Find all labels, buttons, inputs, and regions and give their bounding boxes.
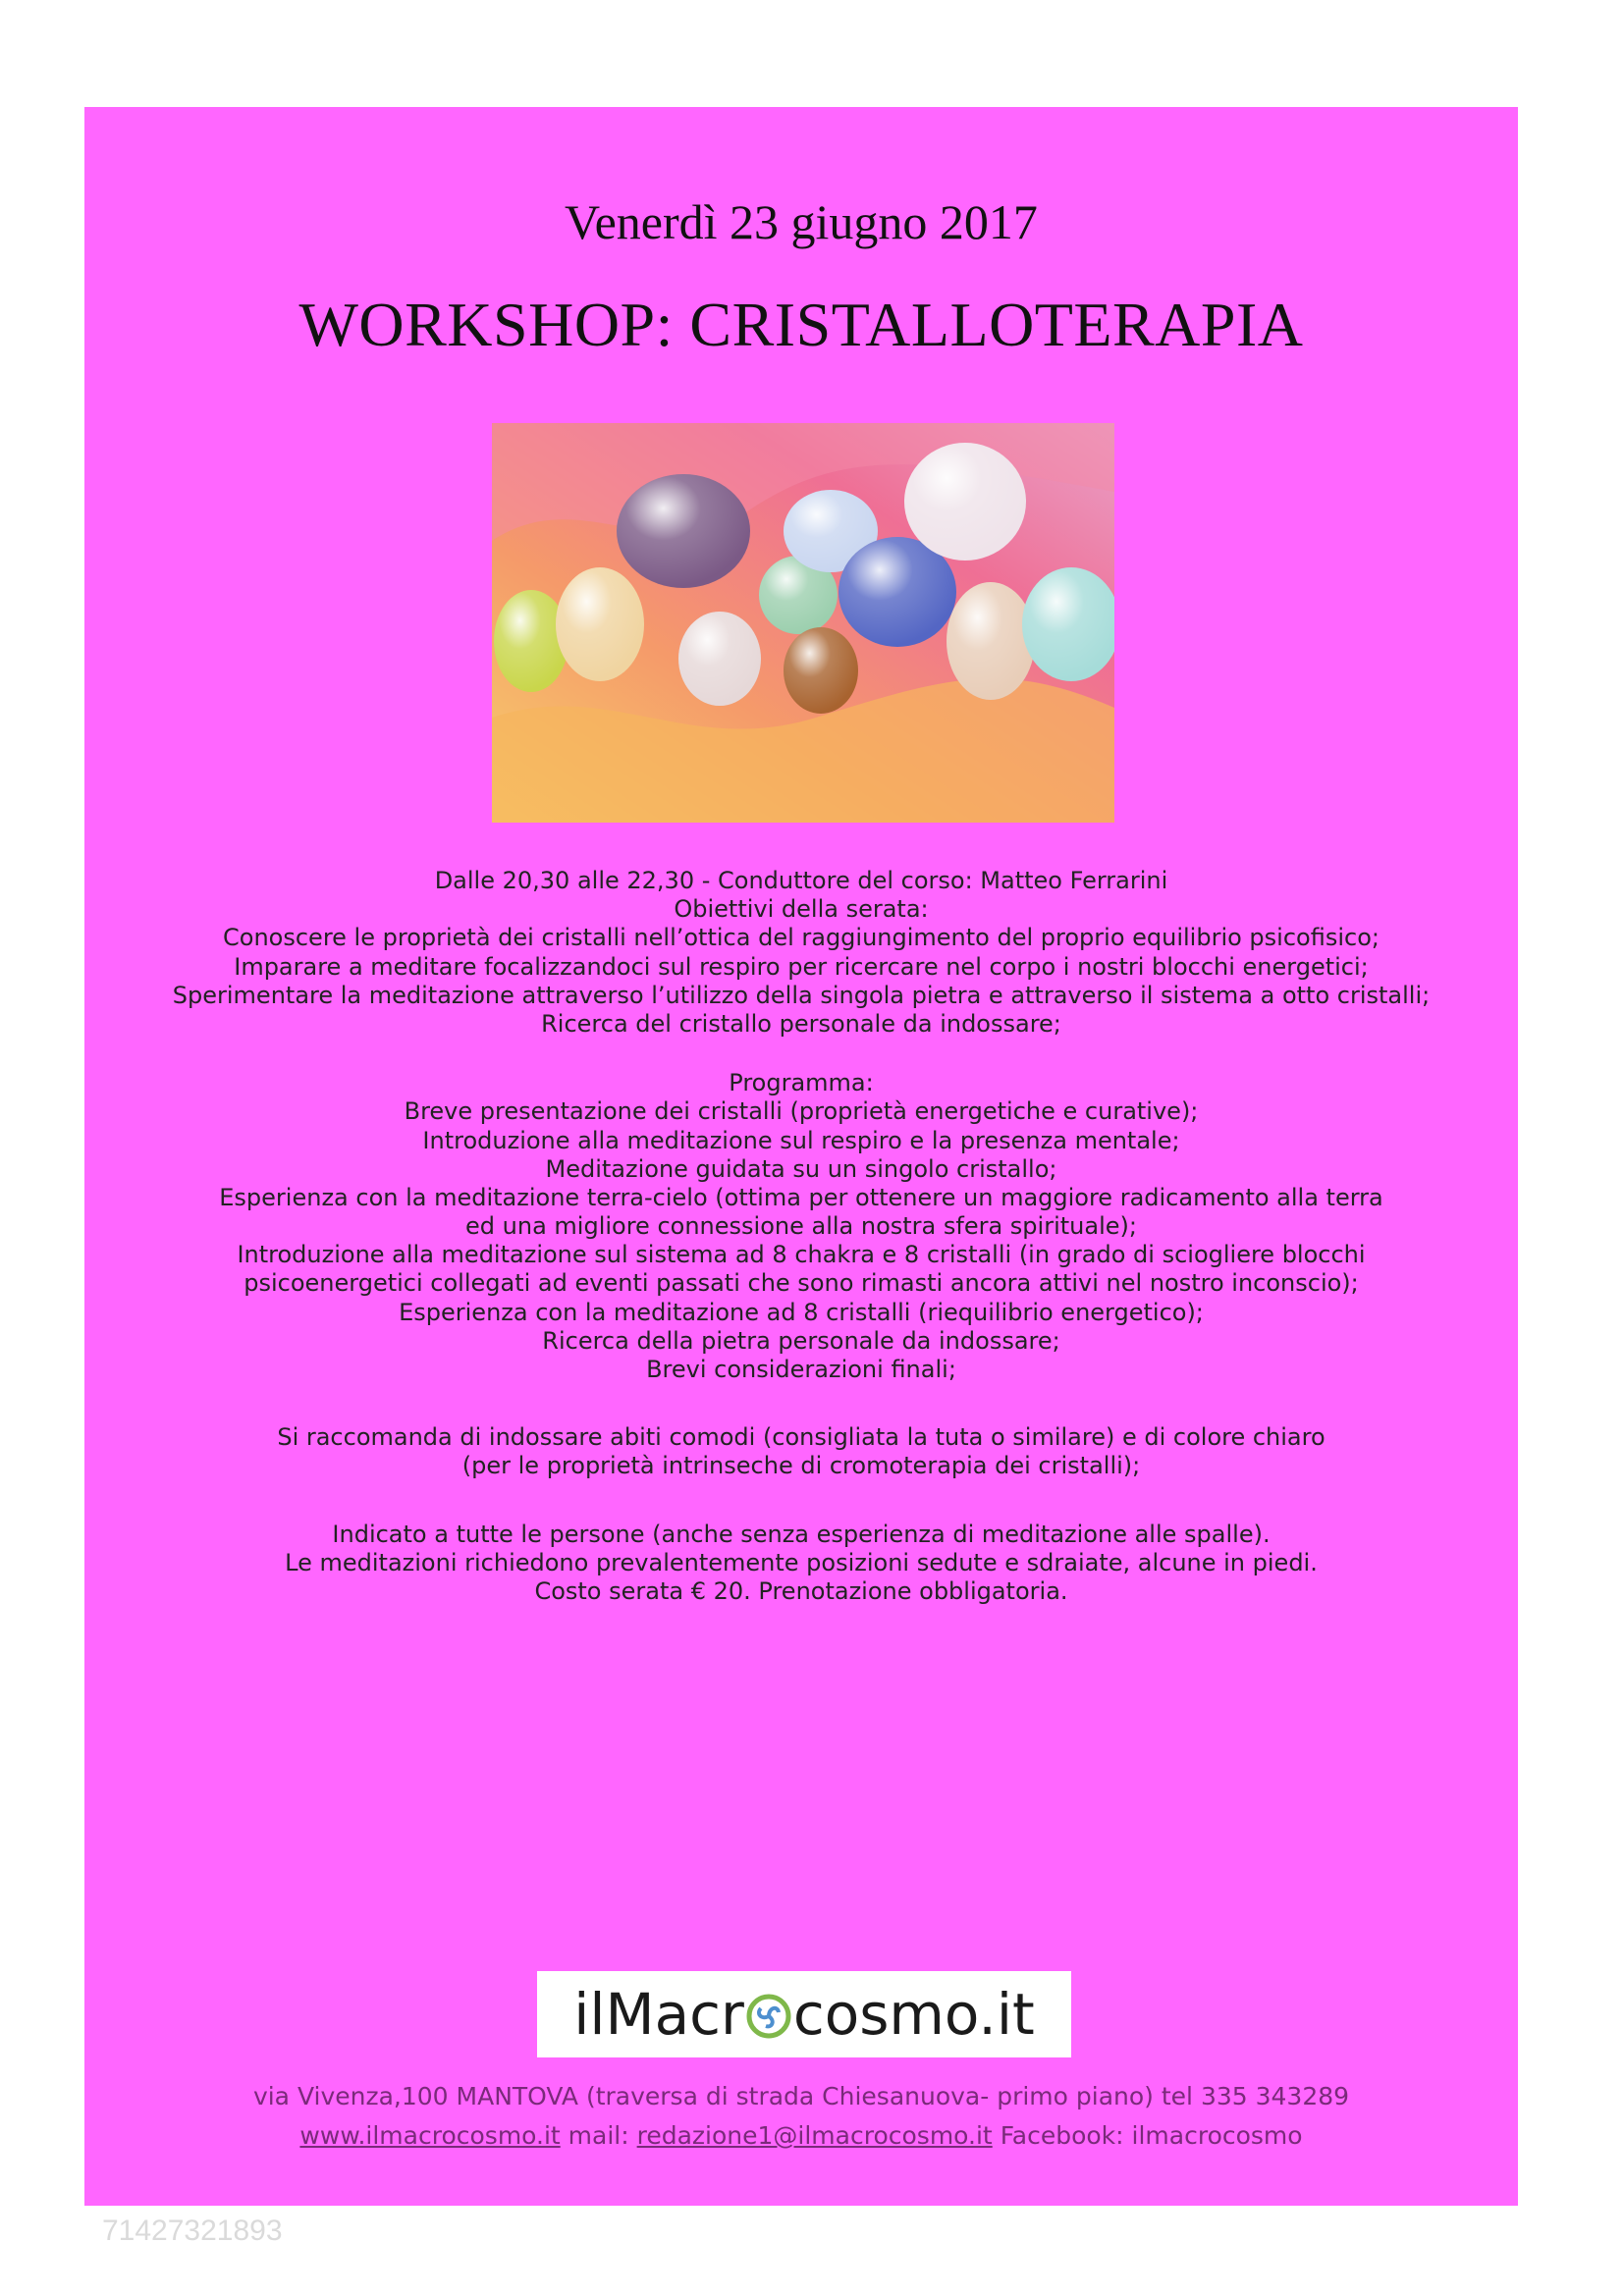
objective-line: Conoscere le proprietà dei cristalli nell’ottica del raggiungimento del proprio equilibrio psicofisico; <box>223 924 1380 952</box>
recommendation-line: Si raccomanda di indossare abiti comodi (consigliata la tuta o similare) e di colore chiaro <box>277 1423 1325 1452</box>
program-line: ed una migliore connessione alla nostra sfera spirituale); <box>465 1212 1137 1241</box>
email-link[interactable]: redazione1@ilmacrocosmo.it <box>636 2121 993 2150</box>
crystals-photo <box>492 423 1114 823</box>
objective-line: Sperimentare la meditazione attraverso l’utilizzo della singola pietra e attraverso il sistema a otto cristalli; <box>172 981 1431 1009</box>
program-line: Introduzione alla meditazione sul respiro e la presenza mentale; <box>422 1126 1180 1154</box>
crystals-illustration <box>492 423 1114 823</box>
objective-line: Imparare a meditare focalizzandoci sul respiro per ricercare nel corpo i nostri blocchi energetici; <box>234 952 1369 981</box>
mail-label: mail: <box>568 2121 629 2150</box>
program-line: Brevi considerazioni finali; <box>646 1356 956 1383</box>
program-line: Esperienza con la meditazione ad 8 cristalli (riequilibrio energetico); <box>399 1298 1204 1326</box>
info-line: Indicato a tutte le persone (anche senza esperienza di meditazione alle spalle). <box>332 1520 1271 1548</box>
description <box>84 867 1518 1606</box>
spacer <box>84 1384 1518 1423</box>
objective-line: Ricerca del cristallo personale da indossare; <box>541 1009 1061 1038</box>
facebook-label: Facebook: ilmacrocosmo <box>1000 2121 1303 2150</box>
document-id-watermark: 71427321893 <box>102 2215 283 2247</box>
flyer <box>84 107 1518 2206</box>
event-title: WORKSHOP: CRISTALLOTERAPIA <box>298 290 1304 359</box>
program-line: Ricerca della pietra personale da indossare; <box>542 1326 1060 1355</box>
triskelion-icon <box>746 1994 791 2039</box>
objectives-heading: Obiettivi della serata: <box>674 895 929 924</box>
program-line: Meditazione guidata su un singolo cristallo; <box>545 1154 1057 1183</box>
event-date: Venerdì 23 giugno 2017 <box>565 194 1038 249</box>
info-line: Costo serata € 20. Prenotazione obbligatoria. <box>534 1576 1068 1605</box>
info-line: Le meditazioni richiedono prevalentemente posizioni sedute e sdraiate, alcune in piedi. <box>285 1548 1318 1576</box>
program-line: Breve presentazione dei cristalli (proprietà energetiche e curative); <box>404 1097 1199 1126</box>
program-line: psicoenergetici collegati ad eventi passati che sono rimasti ancora attivi nel nostro inconscio); <box>243 1269 1359 1298</box>
program-heading: Programma: <box>729 1069 874 1097</box>
intro-line: Dalle 20,30 alle 22,30 - Conduttore del corso: Matteo Ferrarini <box>434 867 1168 894</box>
spacer <box>84 1481 1518 1521</box>
logo-text-suffix: cosmo.it <box>792 1981 1035 2048</box>
address-line: via Vivenza,100 MANTOVA (traversa di strada Chiesanuova- primo piano) tel 335 343289 <box>252 2082 1350 2110</box>
contacts-line <box>84 2116 1518 2156</box>
website-link[interactable]: www.ilmacrocosmo.it <box>299 2121 561 2150</box>
macrocosmo-logo <box>537 1971 1071 2057</box>
recommendation-line: (per le proprietà intrinseche di cromoterapia dei cristalli); <box>461 1452 1141 1480</box>
program-line: Esperienza con la meditazione terra-cielo (ottima per ottenere un maggiore radicamento alla terra <box>219 1183 1383 1211</box>
program-line: Introduzione alla meditazione sul sistema ad 8 chakra e 8 cristalli (in grado di sciogliere blocchi <box>237 1241 1366 1269</box>
logo-text-prefix: ilMacr <box>573 1981 744 2048</box>
spacer <box>84 1039 1518 1069</box>
footer-contacts <box>84 2077 1518 2156</box>
